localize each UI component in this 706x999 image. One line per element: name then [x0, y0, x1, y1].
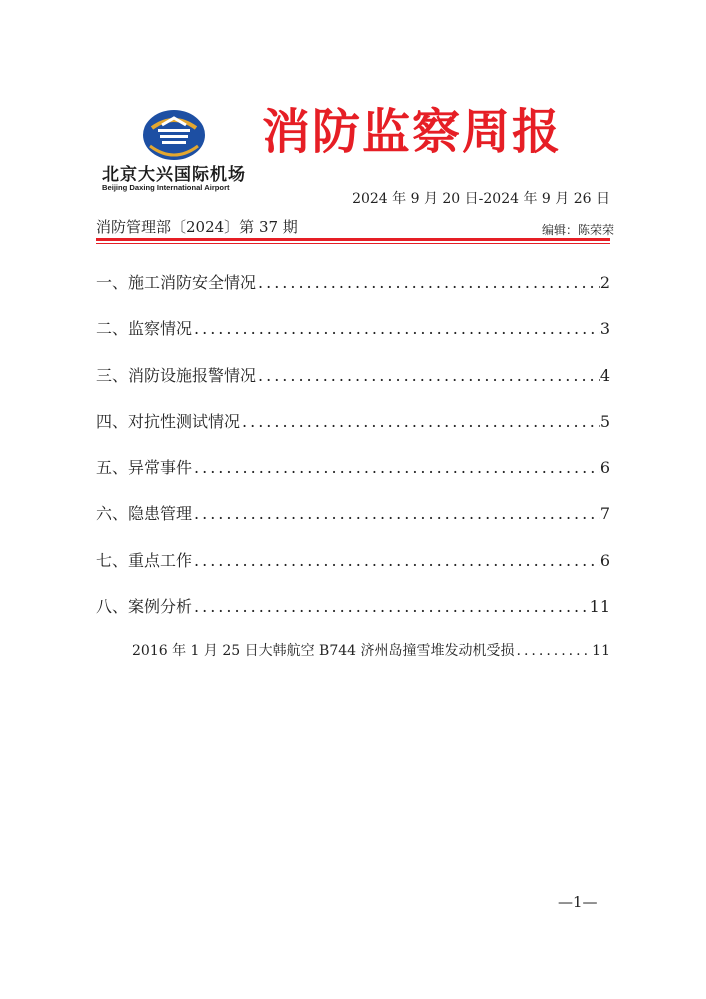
toc-item-page: 5 — [599, 411, 610, 431]
toc-item-page: 7 — [599, 504, 610, 524]
logo-english-name: Beijing Daxing International Airport — [102, 183, 230, 192]
toc-item-label: 一、施工消防安全情况 — [96, 273, 257, 292]
toc-item-label: 四、对抗性测试情况 — [96, 411, 241, 431]
toc-leader-dots — [192, 551, 600, 570]
table-of-contents — [96, 270, 610, 640]
toc-item[interactable] — [96, 316, 610, 362]
toc-item[interactable] — [96, 501, 610, 547]
toc-leader-dots — [192, 597, 590, 616]
toc-item-page: 11 — [589, 597, 610, 617]
toc-item-page: 6 — [599, 458, 610, 478]
toc-leader-dots — [192, 319, 600, 338]
toc-item[interactable] — [96, 363, 610, 409]
report-date-range: 2024 年 9 月 20 日-2024 年 9 月 26 日 — [352, 191, 610, 207]
toc-sub-item-page: 11 — [592, 643, 610, 659]
toc-item-label: 二、监察情况 — [96, 319, 193, 339]
header-divider-thick — [96, 238, 610, 241]
toc-item[interactable] — [96, 548, 610, 594]
toc-leader-dots — [256, 366, 600, 385]
page-title: 消防监察周报 — [262, 104, 563, 160]
toc-sub-item[interactable] — [132, 640, 610, 660]
toc-item-page: 4 — [599, 365, 610, 385]
toc-item-label: 五、异常事件 — [96, 458, 193, 478]
toc-leader-dots — [192, 458, 600, 477]
toc-item[interactable] — [96, 409, 610, 455]
toc-item[interactable] — [96, 270, 610, 316]
toc-item[interactable] — [96, 455, 610, 501]
header-divider-thin — [96, 243, 610, 244]
editor-name: 编辑：陈荣荣 — [541, 223, 614, 237]
toc-sub-item-label: 2016 年 1 月 25 日大韩航空 B744 济州岛撞雪堆发动机受损 — [132, 643, 515, 659]
toc-item-label: 三、消防设施报警情况 — [96, 365, 257, 385]
toc-leader-dots — [256, 273, 600, 292]
airport-logo-icon — [142, 108, 206, 162]
toc-leader-dots — [515, 643, 593, 659]
logo-chinese-name: 北京大兴国际机场 — [102, 165, 246, 185]
toc-item-label: 七、重点工作 — [96, 550, 193, 570]
page-number: —1— — [558, 893, 598, 911]
toc-item-page: 3 — [599, 319, 610, 339]
toc-item[interactable] — [96, 594, 610, 640]
toc-leader-dots — [240, 412, 600, 431]
toc-item-label: 八、案例分析 — [96, 597, 193, 617]
toc-leader-dots — [192, 504, 600, 523]
issue-number: 消防管理部〔2024〕第 37 期 — [96, 218, 298, 236]
toc-item-page: 6 — [599, 550, 610, 570]
toc-item-page: 2 — [599, 273, 610, 292]
toc-item-label: 六、隐患管理 — [96, 504, 193, 524]
